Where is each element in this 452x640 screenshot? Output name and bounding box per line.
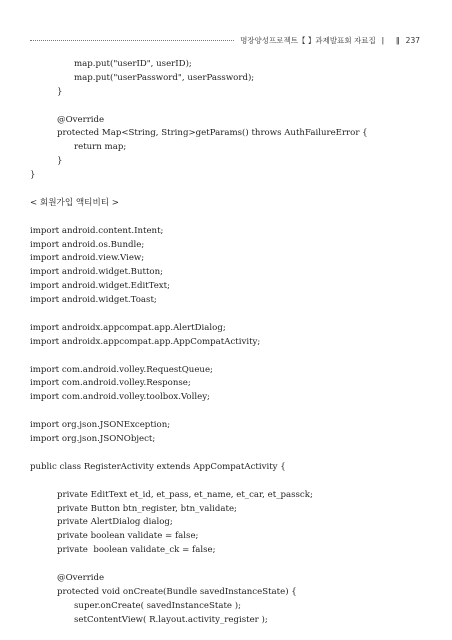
blank-line xyxy=(30,475,430,489)
code-line: import android.os.Bundle; xyxy=(30,239,145,250)
code-line: super.onCreate( savedInstanceState ); xyxy=(74,600,241,611)
blank-line xyxy=(30,405,430,419)
blank-line xyxy=(30,183,430,197)
code-line: } xyxy=(57,156,63,167)
code-line: import androidx.appcompat.app.AppCompatActivity; xyxy=(30,336,261,347)
code-line: import com.android.volley.toolbox.Volley; xyxy=(30,392,210,403)
code-line: import android.content.Intent; xyxy=(30,225,164,236)
code-line: @Override xyxy=(57,572,105,583)
code-line: import android.widget.Button; xyxy=(30,267,164,278)
blank-line xyxy=(30,100,430,114)
blank-line xyxy=(30,558,430,572)
code-line: map.put("userPassword", userPassword); xyxy=(74,72,255,83)
code-line: import androidx.appcompat.app.AlertDialog; xyxy=(30,322,226,333)
code-line: import android.view.View; xyxy=(30,253,145,264)
code-listing xyxy=(30,58,430,628)
code-line: } xyxy=(57,86,63,97)
page-marker: ǁ xyxy=(395,35,400,45)
code-line: import android.widget.Toast; xyxy=(30,295,157,306)
code-line: import org.json.JSONException; xyxy=(30,420,171,431)
blank-line xyxy=(30,447,430,461)
page-number: 237 xyxy=(405,35,420,45)
header-separator: ǀ xyxy=(381,35,384,45)
code-line: setContentView( R.layout.activity_register ); xyxy=(74,614,268,625)
code-line: } xyxy=(30,170,36,181)
code-line: private Button btn_register, btn_validate; xyxy=(57,503,237,514)
blank-line xyxy=(30,308,430,322)
code-line: return map; xyxy=(74,142,127,153)
code-line: import org.json.JSONObject; xyxy=(30,434,156,445)
header-title: 명장양성프로젝트【 】과제발표회 자료집 xyxy=(240,35,376,45)
code-line: private boolean validate = false; xyxy=(57,531,199,542)
code-line: protected void onCreate(Bundle savedInstanceState) { xyxy=(57,586,297,597)
page-header xyxy=(30,33,420,47)
code-line: import android.widget.EditText; xyxy=(30,281,170,292)
code-line: < 회원가입 액티비티 > xyxy=(30,197,120,208)
code-line: protected Map<String, String>getParams() throws AuthFailureError { xyxy=(57,128,368,139)
code-line: import com.android.volley.Response; xyxy=(30,378,191,389)
code-line: map.put("userID", userID); xyxy=(74,59,192,69)
blank-line xyxy=(30,350,430,364)
code-line: import com.android.volley.RequestQueue; xyxy=(30,364,213,375)
code-line: private boolean validate_ck = false; xyxy=(57,545,216,556)
code-line: public class RegisterActivity extends AppCompatActivity { xyxy=(30,461,286,472)
dotted-leader xyxy=(30,40,234,41)
code-line: private AlertDialog dialog; xyxy=(57,517,173,528)
code-line: private EditText et_id, et_pass, et_name, et_car, et_passck; xyxy=(57,489,313,500)
code-line: @Override xyxy=(57,114,105,125)
blank-line xyxy=(30,211,430,225)
